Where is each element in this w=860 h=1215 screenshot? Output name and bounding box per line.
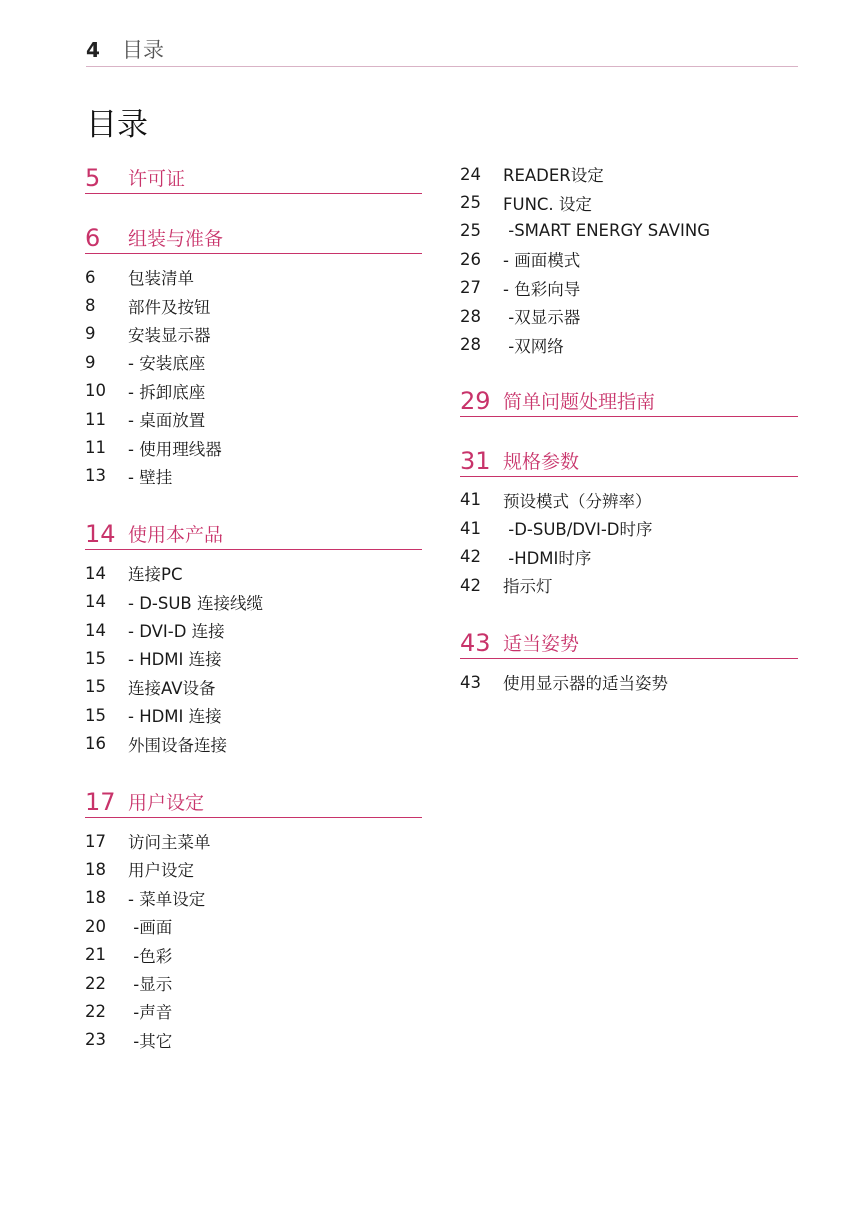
section-page-number: 43 bbox=[460, 629, 491, 658]
toc-section bbox=[460, 443, 798, 600]
toc-entry-label: 连接PC bbox=[128, 565, 183, 585]
toc-entry-page-number: 28 bbox=[460, 306, 481, 326]
toc-section bbox=[85, 516, 422, 758]
toc-entry-label: READER设定 bbox=[503, 166, 604, 186]
toc-section bbox=[460, 383, 798, 417]
page-title: 目录 bbox=[86, 107, 148, 143]
toc-entry-page-number: 20 bbox=[85, 916, 106, 936]
toc-entry[interactable] bbox=[85, 1026, 422, 1054]
toc-entry-page-number: 15 bbox=[85, 648, 106, 668]
toc-entry-label: -画面 bbox=[128, 918, 173, 938]
section-page-number: 5 bbox=[85, 164, 101, 192]
toc-right-sections bbox=[460, 383, 798, 697]
section-title: 规格参数 bbox=[503, 450, 580, 473]
toc-entry-page-number: 42 bbox=[460, 547, 481, 567]
toc-entry[interactable] bbox=[85, 263, 422, 291]
toc-entry-page-number: 22 bbox=[85, 973, 106, 993]
toc-entry-page-number: 41 bbox=[460, 490, 481, 510]
page-header bbox=[86, 36, 798, 67]
toc-entry[interactable] bbox=[85, 320, 422, 348]
header-title: 目录 bbox=[122, 38, 164, 62]
toc-left-column bbox=[85, 160, 422, 1080]
toc-entry-label: -其它 bbox=[128, 1031, 173, 1051]
toc-entry[interactable] bbox=[460, 188, 798, 216]
toc-entry-page-number: 6 bbox=[85, 267, 96, 287]
toc-section-heading[interactable] bbox=[460, 625, 798, 659]
toc-entry[interactable] bbox=[85, 969, 422, 997]
toc-entry-page-number: 9 bbox=[85, 352, 96, 372]
toc-continued-list bbox=[460, 160, 798, 359]
toc-entry[interactable] bbox=[460, 160, 798, 188]
toc-entry-label: 连接AV设备 bbox=[128, 678, 216, 698]
toc-entry-page-number: 14 bbox=[85, 620, 106, 640]
toc-section bbox=[85, 784, 422, 1054]
toc-entry-page-number: 14 bbox=[85, 563, 106, 583]
toc-section bbox=[460, 625, 798, 696]
toc-entry[interactable] bbox=[85, 433, 422, 461]
toc-entry[interactable] bbox=[460, 486, 798, 514]
section-title: 用户设定 bbox=[128, 791, 205, 814]
toc-entry-page-number: 41 bbox=[460, 518, 481, 538]
toc-entry-page-number: 18 bbox=[85, 888, 106, 908]
toc-entry-label: 访问主菜单 bbox=[128, 833, 211, 853]
toc-entry[interactable] bbox=[85, 673, 422, 701]
toc-entry-label: - 使用理线器 bbox=[128, 439, 222, 459]
toc-section bbox=[85, 160, 422, 194]
toc-entry-page-number: 11 bbox=[85, 438, 106, 458]
toc-entry-label: 外围设备连接 bbox=[128, 735, 227, 755]
toc-section-heading[interactable] bbox=[85, 516, 422, 550]
toc-entry-label: - 壁挂 bbox=[128, 467, 173, 487]
toc-entry-page-number: 14 bbox=[85, 592, 106, 612]
toc-entry-label: - DVI-D 连接 bbox=[128, 622, 225, 642]
toc-entry-label: - 色彩向导 bbox=[503, 279, 581, 299]
toc-entry[interactable] bbox=[85, 729, 422, 757]
toc-entry-page-number: 24 bbox=[460, 164, 481, 184]
section-page-number: 17 bbox=[85, 787, 116, 816]
toc-entry[interactable] bbox=[460, 514, 798, 542]
toc-entry-page-number: 15 bbox=[85, 705, 106, 725]
section-title: 适当姿势 bbox=[503, 633, 580, 656]
toc-entry[interactable] bbox=[85, 997, 422, 1025]
toc-entry-page-number: 42 bbox=[460, 575, 481, 595]
toc-entry[interactable] bbox=[85, 405, 422, 433]
toc-entry-label: 使用显示器的适当姿势 bbox=[503, 674, 668, 694]
section-title: 简单问题处理指南 bbox=[503, 390, 656, 413]
toc-entry-label: - HDMI 连接 bbox=[128, 650, 222, 670]
toc-right-column bbox=[460, 160, 798, 723]
toc-entry-page-number: 23 bbox=[85, 1030, 106, 1050]
toc-section-heading[interactable] bbox=[85, 160, 422, 194]
toc-entry[interactable] bbox=[85, 462, 422, 490]
section-page-number: 31 bbox=[460, 446, 491, 475]
toc-entry-label: 包装清单 bbox=[128, 269, 194, 289]
toc-entry-label: FUNC. 设定 bbox=[503, 194, 592, 214]
toc-entry[interactable] bbox=[85, 377, 422, 405]
toc-entry[interactable] bbox=[460, 668, 798, 696]
toc-entry[interactable] bbox=[460, 217, 798, 245]
toc-entry[interactable] bbox=[85, 348, 422, 376]
toc-entry-page-number: 10 bbox=[85, 381, 106, 401]
toc-entry[interactable] bbox=[85, 912, 422, 940]
toc-entry[interactable] bbox=[460, 543, 798, 571]
toc-entry[interactable] bbox=[85, 616, 422, 644]
toc-entry[interactable] bbox=[85, 291, 422, 319]
toc-entry-page-number: 8 bbox=[85, 296, 96, 316]
toc-entry-label: - 安装底座 bbox=[128, 354, 206, 374]
toc-entry-label: -显示 bbox=[128, 975, 173, 994]
toc-entry-page-number: 43 bbox=[460, 672, 481, 692]
toc-entry-page-number: 25 bbox=[460, 193, 481, 213]
toc-entry[interactable] bbox=[460, 245, 798, 273]
toc-entry-label: 安装显示器 bbox=[128, 325, 211, 345]
section-title: 许可证 bbox=[128, 168, 186, 190]
toc-entry-page-number: 9 bbox=[85, 324, 96, 344]
toc-entry[interactable] bbox=[85, 940, 422, 968]
toc-entry-label: -SMART ENERGY SAVING bbox=[503, 221, 711, 241]
section-page-number: 14 bbox=[85, 520, 116, 549]
toc-entry-page-number: 11 bbox=[85, 409, 106, 429]
section-title: 组装与准备 bbox=[128, 228, 224, 250]
toc-section-heading[interactable] bbox=[85, 220, 422, 254]
toc-entry-page-number: 21 bbox=[85, 945, 106, 965]
toc-entry-page-number: 26 bbox=[460, 249, 481, 269]
toc-entry-label: -HDMI时序 bbox=[503, 548, 592, 568]
toc-section-heading[interactable] bbox=[460, 443, 798, 477]
toc-section-heading[interactable] bbox=[85, 784, 422, 818]
toc-entry-page-number: 13 bbox=[85, 466, 106, 486]
toc-entry[interactable] bbox=[85, 644, 422, 672]
toc-entry-label: 指示灯 bbox=[503, 577, 553, 597]
toc-entry-label: - 画面模式 bbox=[503, 251, 581, 271]
toc-entry[interactable] bbox=[85, 588, 422, 616]
section-page-number: 29 bbox=[460, 386, 491, 415]
toc-entry-page-number: 25 bbox=[460, 221, 481, 241]
toc-entry-label: 用户设定 bbox=[128, 861, 194, 881]
toc-section bbox=[85, 220, 422, 490]
toc-entry-label: -色彩 bbox=[128, 946, 173, 966]
toc-entry-page-number: 17 bbox=[85, 831, 106, 851]
toc-entry-label: -双显示器 bbox=[503, 308, 581, 328]
toc-section-heading[interactable] bbox=[460, 383, 798, 417]
toc-entry-page-number: 27 bbox=[460, 278, 481, 298]
section-title: 使用本产品 bbox=[128, 524, 224, 547]
toc-entry-label: - D-SUB 连接线缆 bbox=[128, 593, 263, 613]
toc-entry[interactable] bbox=[460, 274, 798, 302]
page-number: 4 bbox=[86, 38, 100, 62]
toc-entry-page-number: 16 bbox=[85, 734, 106, 754]
toc-entry-label: - HDMI 连接 bbox=[128, 707, 222, 727]
toc-entry-page-number: 28 bbox=[460, 335, 481, 355]
toc-entry[interactable] bbox=[85, 884, 422, 912]
toc-entry-label: - 菜单设定 bbox=[128, 889, 206, 909]
toc-entry[interactable] bbox=[460, 302, 798, 330]
toc-entry[interactable] bbox=[85, 855, 422, 883]
toc-entry-page-number: 15 bbox=[85, 677, 106, 697]
toc-entry[interactable] bbox=[85, 701, 422, 729]
toc-entry[interactable] bbox=[85, 827, 422, 855]
section-page-number: 6 bbox=[85, 224, 101, 252]
toc-entry-page-number: 22 bbox=[85, 1001, 106, 1021]
toc-entry-label: -双网络 bbox=[503, 336, 564, 356]
toc-entry-label: 部件及按钮 bbox=[128, 297, 211, 317]
toc-entry-label: -D-SUB/DVI-D时序 bbox=[503, 520, 653, 540]
toc-entry-label: 预设模式（分辨率） bbox=[503, 491, 652, 511]
toc-entry-label: -声音 bbox=[128, 1003, 173, 1023]
toc-entry[interactable] bbox=[85, 559, 422, 587]
toc-entry-label: - 桌面放置 bbox=[128, 411, 206, 431]
toc-entry[interactable] bbox=[460, 571, 798, 599]
toc-entry-page-number: 18 bbox=[85, 859, 106, 879]
toc-entry-label: - 拆卸底座 bbox=[128, 382, 206, 402]
toc-entry[interactable] bbox=[460, 330, 798, 358]
